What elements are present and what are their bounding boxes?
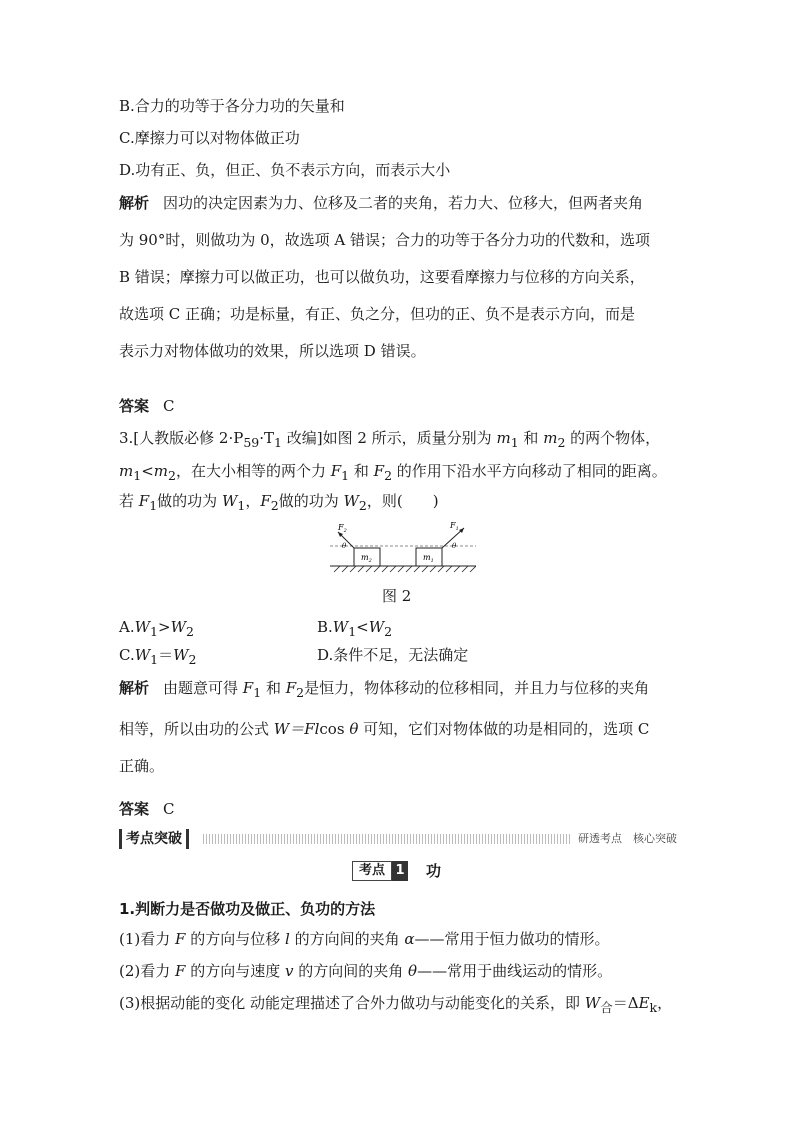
method-heading: 1.判断力是否做功及做正、负功的方法 bbox=[119, 900, 376, 918]
q2-option-d: D.功有正、负，但正、负不表示方向，而表示大小 bbox=[119, 161, 451, 179]
ground-hatching bbox=[334, 566, 476, 572]
answer-value: C bbox=[163, 397, 175, 415]
label-theta-right: θ bbox=[452, 542, 457, 550]
section-title: 考点突破 bbox=[119, 829, 189, 849]
q2-option-b: B.合力的功等于各分力功的矢量和 bbox=[119, 97, 345, 115]
q3-option-d: D.条件不足，无法确定 bbox=[317, 646, 469, 664]
answer-label: 答案 bbox=[119, 800, 150, 818]
section-banner bbox=[119, 829, 677, 849]
q3-stem-line1: 3.[人教版必修 $2\cdot P_{59}\cdot T_1$ 改编]如图 2 所示，质量分别为 $m_1$ 和 $m_2$ 的两个物体， bbox=[119, 429, 661, 450]
method-item-2: (2)看力 F 的方向与速度 v 的方向间的夹角 θ——常用于曲线运动的情形。 bbox=[119, 962, 613, 980]
q3-option-c: $C.W_1=W_2$ bbox=[119, 646, 197, 667]
analysis-label: 解析 bbox=[119, 194, 150, 212]
figure-caption: 图 2 bbox=[382, 587, 412, 605]
label-theta-left: θ bbox=[342, 542, 347, 550]
kaodian-number: 1 bbox=[392, 861, 408, 881]
q3-analysis: 解析 由题意可得 $F_1$ 和 $F_2$是恒力，物体移动的位移相同，并且力与位移的夹角 相等，所以由功的公式 W＝Flcos θ 可知，它们对物体做的功是相同的，选项 C 正确。 bbox=[119, 679, 650, 775]
answer-value: C bbox=[163, 800, 175, 818]
q3-stem-line2: $m_1<m_2$，在大小相等的两个力 $F_1$ 和 $F_2$ 的作用下沿水平方向移动了相同的距离。 bbox=[119, 462, 667, 483]
q3-option-a: $A.W_1>W_2$ bbox=[119, 618, 194, 639]
kaodian-heading bbox=[352, 861, 441, 881]
analysis-label: 解析 bbox=[119, 679, 150, 697]
label-f1: $F_1$ bbox=[450, 521, 459, 532]
section-subtitle: 研透考点 核心突破 bbox=[570, 829, 677, 849]
kaodian-name: 功 bbox=[426, 862, 442, 880]
label-m2: $m_2$ bbox=[361, 553, 372, 564]
kaodian-label: 考点 bbox=[352, 861, 392, 881]
q3-option-b: $B.W_1<W_2$ bbox=[317, 618, 393, 639]
q2-option-c: C.摩擦力可以对物体做正功 bbox=[119, 129, 300, 147]
q2-answer bbox=[119, 396, 175, 416]
q3-stem-line3: 若 $F_1$做的功为 $W_1$，$F_2$做的功为 $W_2$，则( ) bbox=[119, 492, 439, 513]
label-f2: $F_2$ bbox=[338, 523, 347, 534]
q2-analysis: 解析 因功的决定因素为力、位移及二者的夹角，若力大、位移大，但两者夹角 为 90°时，则做功为 0，故选项 A 错误；合力的功等于各分力功的代数和，选项 B 错误；摩擦力可以做正功，也可以做负功，这要看摩擦力与位移的方向关系， 故选项 C 正确；功是标量，有正、负之分，但功的正、负不是表示方向，而是 表示力对物体做功的效果，所以选项 D 错误。 bbox=[119, 194, 651, 360]
answer-label: 答案 bbox=[119, 397, 150, 415]
label-m1: $m_1$ bbox=[423, 553, 434, 564]
method-item-1: (1)看力 F 的方向与位移 l 的方向间的夹角 α——常用于恒力做功的情形。 bbox=[119, 930, 610, 948]
figure-2-diagram bbox=[330, 520, 476, 578]
method-item-3: (3)根据动能的变化 动能定理描述了合外力做功与动能变化的关系，即 $W_合=\Delta E_k$， bbox=[119, 994, 673, 1015]
q3-answer bbox=[119, 799, 175, 819]
